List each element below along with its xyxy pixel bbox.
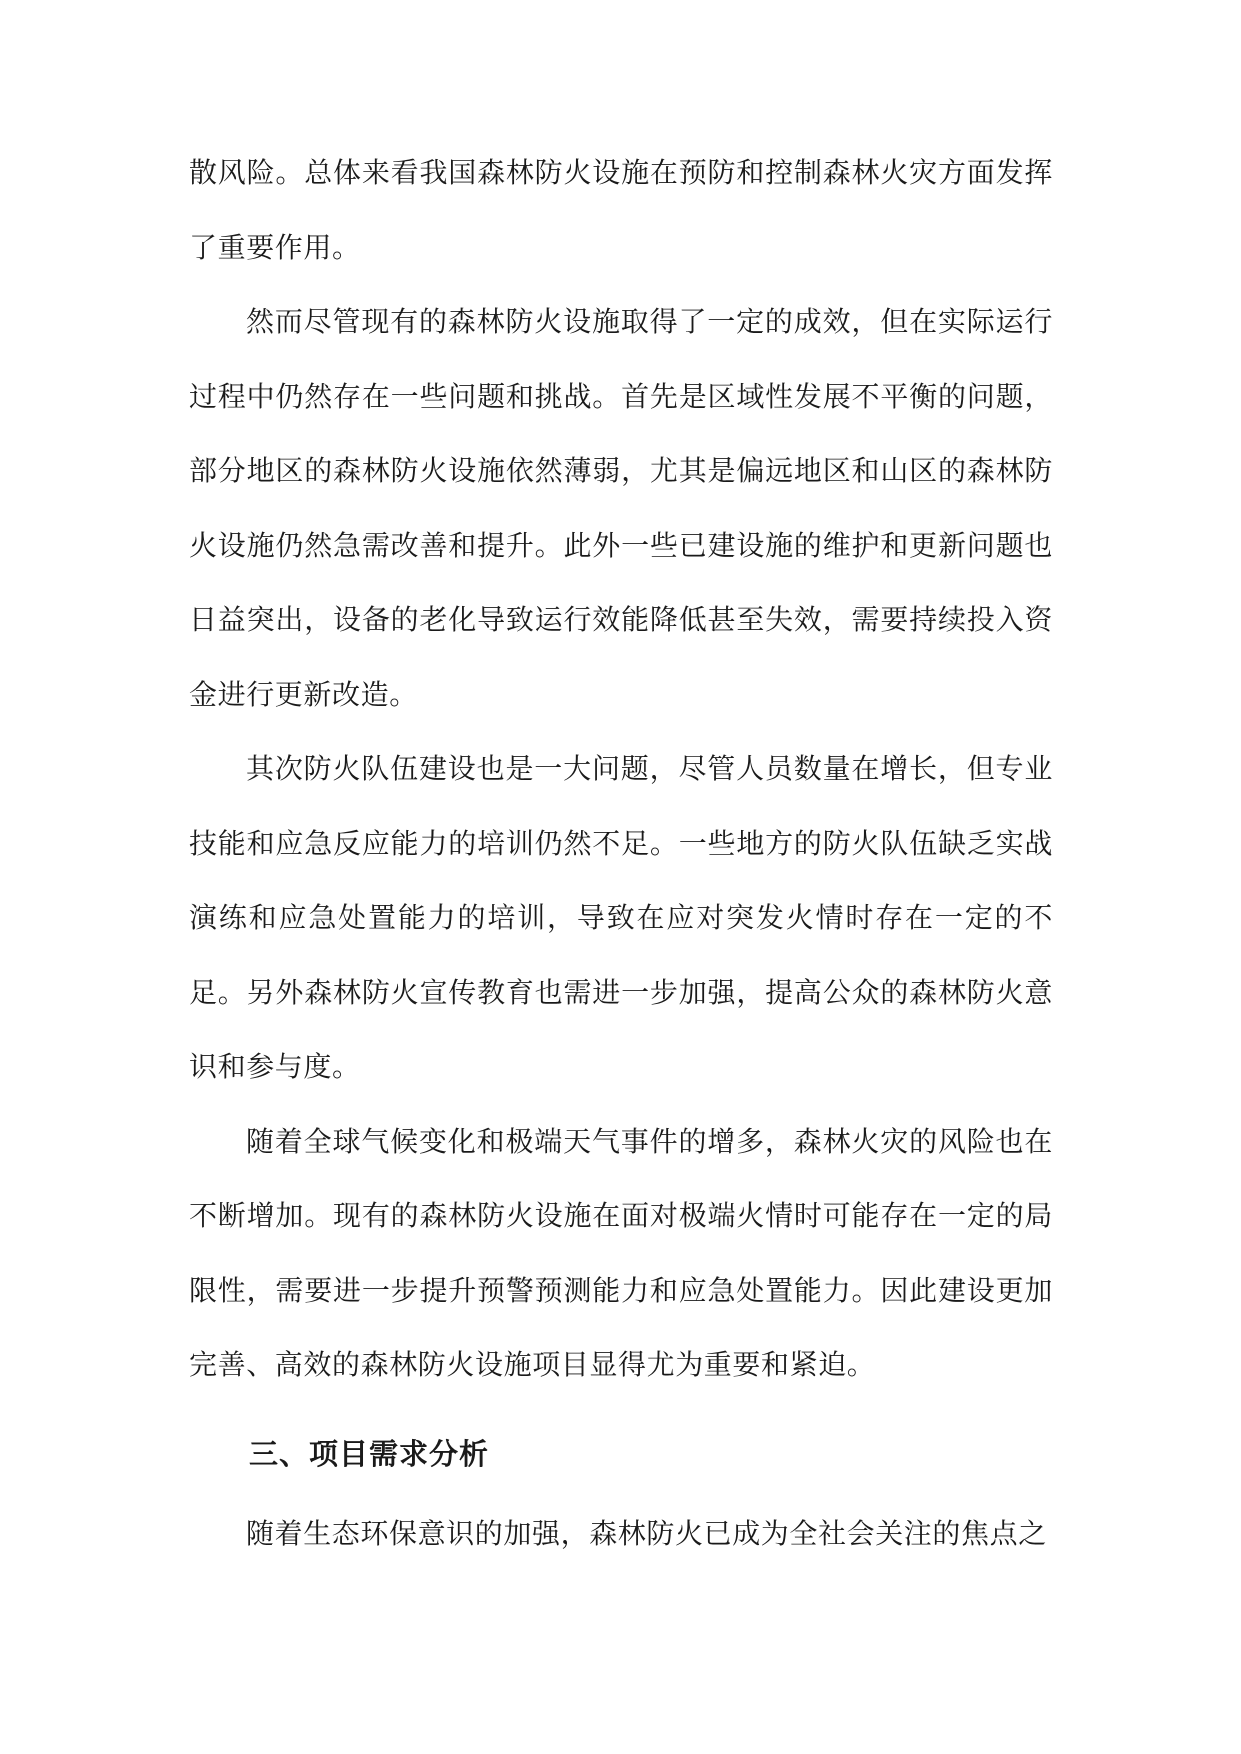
section-heading: 三、项目需求分析 xyxy=(249,1436,490,1471)
paragraph-climate-risk: 随着全球气候变化和极端天气事件的增多，森林火灾的风险也在不断增加。现有的森林防火设施在面对极端火情时可能存在一定的局限性，需要进一步提升预警预测能力和应急处置能力。因此建设更加完善、高效的森林防火设施项目显得尤为重要和紧迫。 xyxy=(189,1124,1053,1381)
paragraph-continuation: 散风险。总体来看我国森林防火设施在预防和控制森林火灾方面发挥了重要作用。 xyxy=(189,156,1053,264)
paragraph-existing-problems: 然而尽管现有的森林防火设施取得了一定的成效，但在实际运行过程中仍然存在一些问题和挑战。首先是区域性发展不平衡的问题，部分地区的森林防火设施依然薄弱，尤其是偏远地区和山区的森林防火设施仍然急需改善和提升。此外一些已建设施的维护和更新问题也日益突出，设备的老化导致运行效能降低甚至失效，需要持续投入资金进行更新改造。 xyxy=(189,305,1053,711)
paragraph-demand-analysis: 随着生态环保意识的加强，森林防火已成为全社会关注的焦点之 xyxy=(246,1516,1047,1550)
paragraph-team-building: 其次防火队伍建设也是一大问题，尽管人员数量在增长，但专业技能和应急反应能力的培训仍然不足。一些地方的防火队伍缺乏实战演练和应急处置能力的培训，导致在应对突发火情时存在一定的不足。另外森林防火宣传教育也需进一步加强，提高公众的森林防火意识和参与度。 xyxy=(189,752,1053,1083)
document-body xyxy=(189,136,1053,1571)
